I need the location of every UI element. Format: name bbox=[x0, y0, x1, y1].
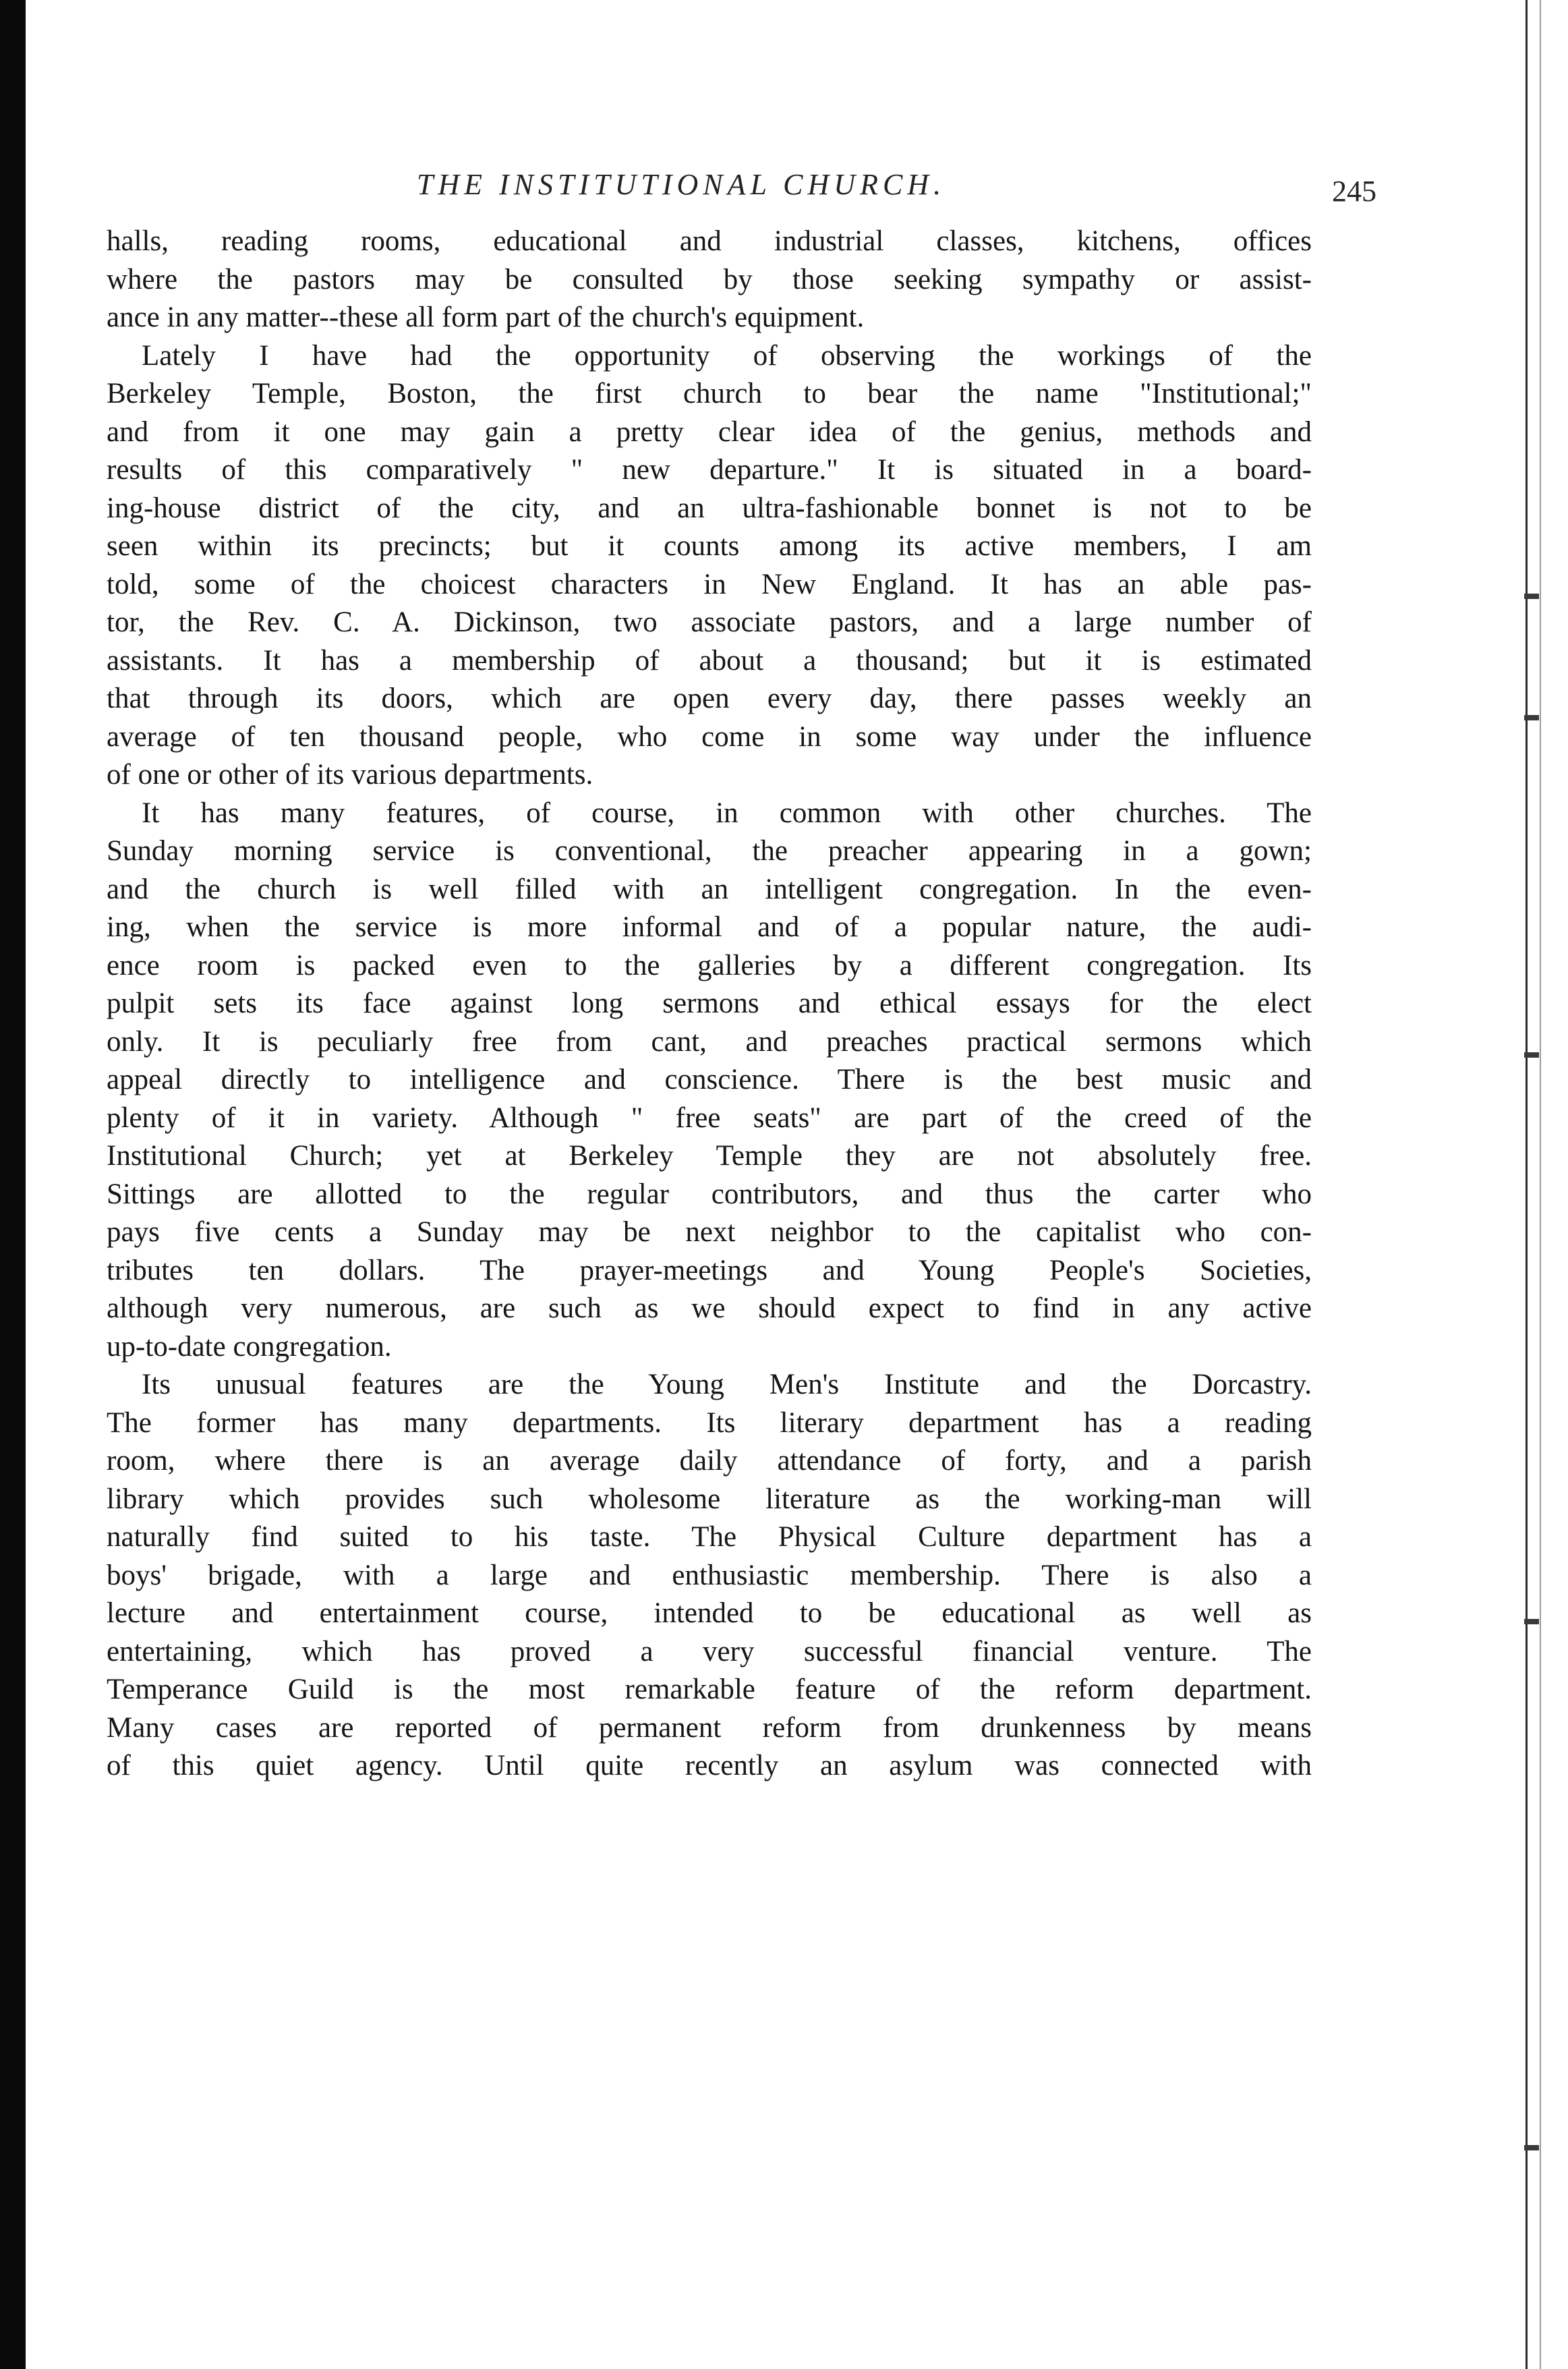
text-line: seen within its precincts; but it counts among its active members, I am bbox=[107, 530, 1312, 562]
text-line: tor, the Rev. C. A. Dickinson, two associate pastors, and a large number of bbox=[107, 606, 1312, 638]
text-line: Many cases are reported of permanent reform from drunkenness by means bbox=[107, 1711, 1312, 1744]
text-line: Sittings are allotted to the regular contributors, and thus the carter who bbox=[107, 1178, 1312, 1210]
text-line: up-to-date congregation. bbox=[107, 1330, 392, 1363]
page-number: 245 bbox=[1332, 175, 1376, 208]
text-line: tributes ten dollars. The prayer-meetings and Young People's Societies, bbox=[107, 1254, 1312, 1286]
text-line: Its unusual features are the Young Men's Institute and the Dorcastry. bbox=[142, 1369, 1312, 1400]
text-line: that through its doors, which are open every day, there passes weekly an bbox=[107, 683, 1312, 714]
scan-artifact bbox=[1524, 2145, 1539, 2150]
scan-edge-left bbox=[0, 0, 26, 2369]
scan-edge-right-inner bbox=[1540, 0, 1541, 2369]
text-line: of this quiet agency. Until quite recently an asylum was connected with bbox=[107, 1750, 1312, 1781]
scan-edge-right bbox=[1526, 0, 1528, 2369]
body-text bbox=[107, 223, 1312, 1786]
text-line: Institutional Church; yet at Berkeley Temple they are not absolutely free. bbox=[107, 1140, 1312, 1172]
text-line: ence room is packed even to the galleries by a different congregation. Its bbox=[107, 949, 1312, 981]
text-line: appeal directly to intelligence and conscience. There is the best music and bbox=[107, 1064, 1312, 1095]
text-line: ing-house district of the city, and an ultra-fashionable bonnet is not to be bbox=[107, 492, 1312, 524]
text-line: of one or other of its various departments. bbox=[107, 759, 593, 791]
text-line: although very numerous, are such as we should expect to find in any active bbox=[107, 1292, 1312, 1324]
text-line: lecture and entertainment course, intended to be educational as well as bbox=[107, 1597, 1312, 1629]
text-line: Berkeley Temple, Boston, the first church to bear the name "Institutional;" bbox=[107, 378, 1312, 409]
text-line: boys' brigade, with a large and enthusiastic membership. There is also a bbox=[107, 1559, 1312, 1591]
text-line: pulpit sets its face against long sermons and ethical essays for the elect bbox=[107, 988, 1312, 1019]
text-line: and the church is well filled with an intelligent congregation. In the even- bbox=[107, 873, 1312, 905]
text-line: assistants. It has a membership of about a thousand; but it is estimated bbox=[107, 644, 1312, 677]
text-line: plenty of it in variety. Although " free seats" are part of the creed of the bbox=[107, 1102, 1312, 1134]
text-line: where the pastors may be consulted by those seeking sympathy or assist- bbox=[107, 263, 1312, 295]
text-line: and from it one may gain a pretty clear idea of the genius, methods and bbox=[107, 416, 1312, 448]
text-line: told, some of the choicest characters in New England. It has an able pas- bbox=[107, 568, 1312, 600]
text-line: room, where there is an average daily attendance of forty, and a parish bbox=[107, 1445, 1312, 1477]
text-line: pays five cents a Sunday may be next neighbor to the capitalist who con- bbox=[107, 1216, 1312, 1248]
text-line: only. It is peculiarly free from cant, and preaches practical sermons which bbox=[107, 1025, 1312, 1058]
scan-artifact bbox=[1524, 715, 1539, 720]
scan-artifact bbox=[1524, 594, 1539, 599]
text-line: Temperance Guild is the most remarkable feature of the reform department. bbox=[107, 1674, 1312, 1705]
text-line: halls, reading rooms, educational and industrial classes, kitchens, offices bbox=[107, 225, 1312, 257]
scan-artifact bbox=[1524, 1052, 1539, 1058]
scan-artifact bbox=[1524, 1619, 1539, 1624]
text-line: It has many features, of course, in common with other churches. The bbox=[142, 797, 1312, 829]
running-title: THE INSTITUTIONAL CHURCH. bbox=[416, 168, 946, 201]
text-line: average of ten thousand people, who come in some way under the influence bbox=[107, 720, 1312, 753]
text-line: library which provides such wholesome literature as the working-man will bbox=[107, 1483, 1312, 1515]
text-line: ance in any matter--these all form part of the church's equipment. bbox=[107, 302, 865, 333]
text-line: results of this comparatively " new departure." It is situated in a board- bbox=[107, 454, 1312, 486]
text-line: naturally find suited to his taste. The Physical Culture department has a bbox=[107, 1521, 1312, 1553]
text-line: The former has many departments. Its literary department has a reading bbox=[107, 1406, 1312, 1439]
text-line: Sunday morning service is conventional, the preacher appearing in a gown; bbox=[107, 835, 1312, 867]
text-line: Lately I have had the opportunity of observing the workings of the bbox=[142, 339, 1312, 372]
text-line: ing, when the service is more informal and of a popular nature, the audi- bbox=[107, 911, 1312, 943]
text-line: entertaining, which has proved a very successful financial venture. The bbox=[107, 1635, 1312, 1667]
